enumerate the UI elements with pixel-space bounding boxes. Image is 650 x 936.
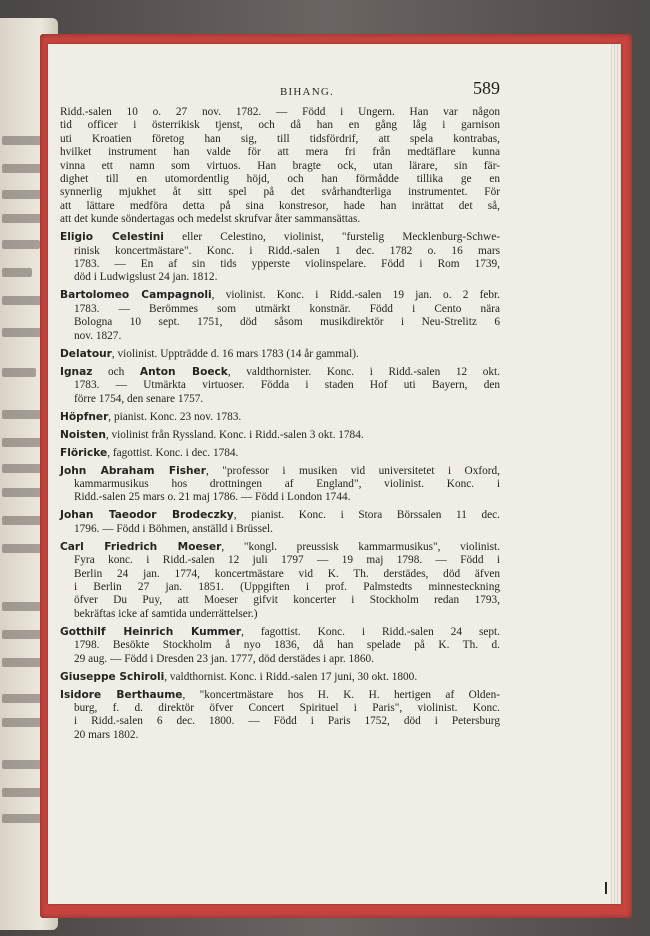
entry xyxy=(60,465,500,505)
text-line xyxy=(60,119,500,132)
name-joiner: och xyxy=(92,365,140,378)
person-name: Johan Taeodor Brodeczky xyxy=(60,509,234,522)
line-text: förre 1754, den senare 1757. xyxy=(74,392,204,405)
text-line xyxy=(60,393,500,406)
line-text: tid officer i österrikisk tjenst, och då han en gång låg i garnison xyxy=(60,119,500,132)
line-text: i Berlin 27 jan. 1851. (Uppgiften i prof. Palmstedts minnesteckning xyxy=(74,580,500,593)
line-text: Fyra konc. i Ridd.-salen 12 juli 1797 — 19 maj 1798. — Född i xyxy=(74,554,500,567)
person-name: Anton Boeck xyxy=(139,365,228,378)
text-line xyxy=(60,330,500,343)
entry xyxy=(60,411,500,424)
line-text: att lättare medföra detta på sina konstresor, hade han inrättat det så, xyxy=(60,199,500,212)
text-line xyxy=(60,303,500,316)
text-line xyxy=(60,653,500,666)
line-text: synnerlig mjukhet åt sitt spel på det svårhandterliga instrumentet. För xyxy=(60,186,500,199)
person-name: Giuseppe Schiroli xyxy=(60,670,165,683)
person-name: Delatour xyxy=(60,347,112,360)
line-text: 20 mars 1802. xyxy=(74,728,139,741)
line-text: , valdthornister. Konc. i Ridd.-salen 12 okt. xyxy=(227,365,500,378)
text-line xyxy=(60,411,500,424)
text-line xyxy=(60,671,500,684)
line-text: Ridd.-salen 10 o. 27 nov. 1782. — Född i Ungern. Han var någon xyxy=(60,106,500,118)
text-line xyxy=(60,626,500,639)
text-line xyxy=(60,213,500,226)
person-name: Höpfner xyxy=(60,410,109,423)
text-line xyxy=(60,271,500,284)
text-line xyxy=(60,429,500,442)
person-name: Gotthilf Heinrich Kummer xyxy=(60,625,242,638)
line-text: , "koncertmästare hos H. K. H. hertigen af Olden- xyxy=(182,688,500,701)
person-name: Flöricke xyxy=(60,446,108,459)
person-name: Eligio Celestini xyxy=(60,231,164,244)
text-line xyxy=(60,689,500,702)
running-header xyxy=(60,78,500,100)
line-text: , pianist. Konc. i Stora Börssalen 11 dec. xyxy=(233,509,500,522)
line-text: , pianist. Konc. 23 nov. 1783. xyxy=(108,410,242,423)
entry xyxy=(60,366,500,406)
line-text: bekräftas icke af samtida underrättelser.) xyxy=(74,607,258,620)
text-line xyxy=(60,639,500,652)
line-text: 1783. — En af sin tids ypperste violinspelare. Född i Rom 1739, xyxy=(74,258,500,271)
text-line xyxy=(60,186,500,199)
line-text: nov. 1827. xyxy=(74,329,122,342)
line-text: hvilket instrument han valde för att mera fri från medtäflare kunna xyxy=(60,146,500,159)
text-line xyxy=(60,729,500,742)
text-line xyxy=(60,491,500,504)
line-text: i Ridd.-salen 6 dec. 1800. — Född i Paris 1752, död i Petersburg xyxy=(74,715,500,728)
line-text: , violinist från Ryssland. Konc. i Ridd.-salen 3 okt. 1784. xyxy=(105,428,364,441)
text-line xyxy=(60,173,500,186)
line-text: , valdthornist. Konc. i Ridd.-salen 17 juni, 30 okt. 1800. xyxy=(164,670,418,683)
person-name: Carl Friedrich Moeser xyxy=(60,540,222,553)
entry xyxy=(60,231,500,285)
entry xyxy=(60,626,500,666)
text-line xyxy=(60,581,500,594)
page-number: 589 xyxy=(473,78,500,98)
header-title: BIHANG. xyxy=(280,86,334,98)
text-line xyxy=(60,702,500,715)
person-name: Ignaz xyxy=(60,365,93,378)
text-line xyxy=(60,715,500,728)
line-text: Bologna 10 sept. 1751, död såsom musikdirektör i Neu-Strelitz 6 xyxy=(74,316,500,329)
text-line xyxy=(60,379,500,392)
line-text: 1783. — Berömmes som utmärkt konstnär. Född i Cento nära xyxy=(74,302,500,315)
entry xyxy=(60,671,500,684)
person-name: Noisten xyxy=(60,428,106,441)
text-line xyxy=(60,594,500,607)
page-edge-stack xyxy=(611,44,621,904)
person-name: Bartolomeo Campagnoli xyxy=(60,289,212,302)
line-text: burg, f. d. direktör öfver Concert Spirituel i Paris", violinist. Konc. xyxy=(74,701,500,714)
text-line xyxy=(60,160,500,173)
line-text: död i Ludwigslust 24 jan. 1812. xyxy=(74,271,218,284)
text-line xyxy=(60,568,500,581)
text-line xyxy=(60,289,500,302)
page-body xyxy=(60,106,500,747)
text-line xyxy=(60,258,500,271)
entry xyxy=(60,689,500,743)
line-text: dighet till en utomordentlig höjd, och han förmådde tillika ge en xyxy=(60,173,500,186)
person-name: Isidore Berthaume xyxy=(60,688,183,701)
line-text: , "kongl. preussisk kammarmusikus", violinist. xyxy=(221,540,500,553)
line-text: 1798. Besökte Stockholm å nyo 1836, då han spelade på K. Th. d. xyxy=(74,639,500,652)
text-line xyxy=(60,509,500,522)
entry xyxy=(60,429,500,442)
text-line xyxy=(60,554,500,567)
text-line xyxy=(60,245,500,258)
line-text: Ridd.-salen 25 mars o. 21 maj 1786. — Född i London 1744. xyxy=(74,491,351,504)
line-text: , violinist. Uppträdde d. 16 mars 1783 (14 år gammal). xyxy=(111,347,359,360)
line-text: 1783. — Utmärkta virtuoser. Födda i staden Hof uti Bayern, den xyxy=(74,379,500,392)
text-line xyxy=(60,231,500,244)
entry xyxy=(60,348,500,361)
text-line xyxy=(60,523,500,536)
line-text: rinisk koncertmästare". Konc. i Ridd.-salen 1 dec. 1782 o. 16 mars xyxy=(74,244,500,257)
line-text: 1796. — Född i Böhmen, anställd i Brüssel. xyxy=(74,522,273,535)
line-text: kammarmusikus hos drottningen af England", violinist. Konc. i xyxy=(74,477,500,490)
line-text: , violinist. Konc. i Ridd.-salen 19 jan. o. 2 febr. xyxy=(211,289,501,302)
text-line xyxy=(60,478,500,491)
line-text: Berlin 24 jan. 1774, koncertmästare vid K. Th. derstädes, död äfven xyxy=(74,567,500,580)
text-line xyxy=(60,146,500,159)
text-line xyxy=(60,465,500,478)
line-text: eller Celestino, violinist, "furstelig Mecklenburg-Schwe- xyxy=(163,231,500,244)
text-line xyxy=(60,348,500,361)
text-line xyxy=(60,133,500,146)
line-text: , fagottist. Konc. i Ridd.-salen 24 sept. xyxy=(241,625,501,638)
line-text: att det kunde söndertagas och medelst skrufvar åter sammansättas. xyxy=(60,213,361,226)
line-text: 29 aug. — Född i Dresden 23 jan. 1777, död derstädes i apr. 1860. xyxy=(74,652,374,665)
person-name: John Abraham Fisher xyxy=(60,464,206,477)
line-text: uti Kroatien företog han sig, till tidsfördrif, att spela kontrabas, xyxy=(60,132,500,145)
line-text: vinna ett namn som virtuos. Han bragte ock, utan lärare, sin fär- xyxy=(60,159,500,172)
entry xyxy=(60,541,500,621)
text-line xyxy=(60,608,500,621)
line-text: öfver Du Puy, att Moeser gifvit koncerter i Stockholm redan 1793, xyxy=(74,594,500,607)
text-line xyxy=(60,447,500,460)
line-text: , fagottist. Konc. i dec. 1784. xyxy=(107,446,239,459)
text-line xyxy=(60,541,500,554)
entry-continuation xyxy=(60,106,500,227)
text-line xyxy=(60,106,500,119)
text-line xyxy=(60,316,500,329)
entry xyxy=(60,289,500,343)
entry xyxy=(60,447,500,460)
text-line xyxy=(60,200,500,213)
page-mark xyxy=(605,882,607,894)
entry xyxy=(60,509,500,536)
text-line xyxy=(60,366,500,379)
line-text: , "professor i musiken vid universitetet i Oxford, xyxy=(205,464,500,477)
